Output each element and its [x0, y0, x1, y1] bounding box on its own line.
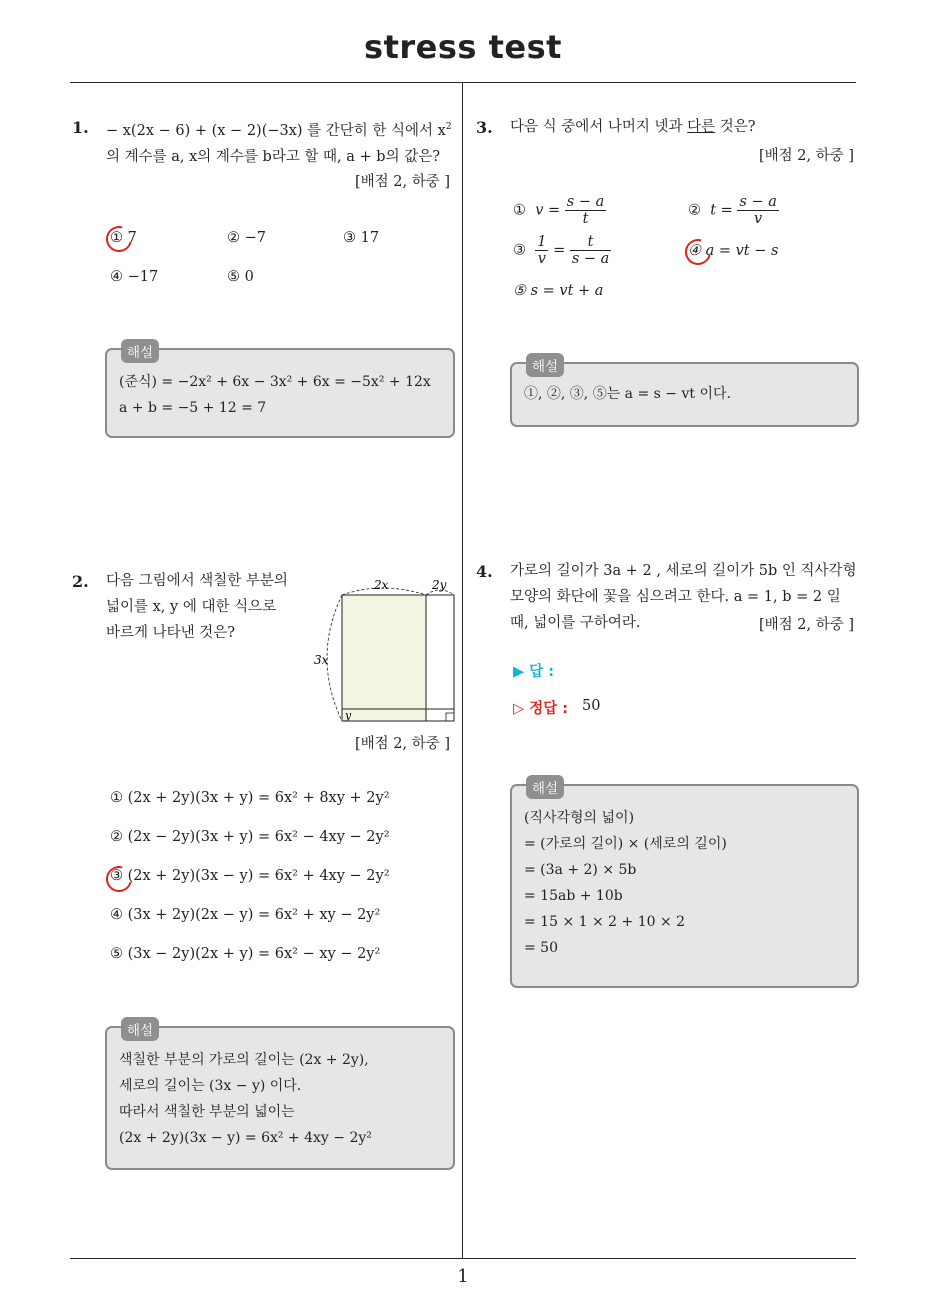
q3-underlined-word: 다른 — [687, 119, 716, 135]
q4-score: [배점 2, 하중 ] — [758, 617, 854, 633]
q2-choice-3[interactable]: ③ (2x + 2y)(3x − y) = 6x² + 4xy − 2y² — [110, 868, 390, 884]
q1-score: [배점 2, 하중 ] — [354, 174, 450, 190]
q4-explanation-tab: 해설 — [526, 775, 564, 799]
q2-choice-1[interactable]: ① (2x + 2y)(3x + y) = 6x² + 8xy + 2y² — [110, 790, 390, 806]
page-title: stress test — [364, 28, 562, 66]
q4-line: 모양의 화단에 꽃을 심으려고 한다. a = 1, b = 2 일 — [510, 589, 841, 605]
q2-explanation-tab: 해설 — [121, 1017, 159, 1041]
q2-line: 다음 그림에서 색칠한 부분의 — [106, 573, 288, 589]
bottom-rule — [70, 1258, 856, 1259]
fig-label-y: y — [345, 709, 352, 722]
fig-label-2y: 2y — [432, 578, 447, 592]
q2-choice-4[interactable]: ④ (3x + 2y)(2x − y) = 6x² + xy − 2y² — [110, 907, 381, 923]
q3-score: [배점 2, 하중 ] — [758, 148, 854, 164]
q2-score: [배점 2, 하중 ] — [354, 736, 450, 752]
q3-choice-3[interactable]: ③ $\frac{1}{v}$ = $\frac{t}{s - a}$ — [513, 234, 610, 267]
q4-explanation-line: = (가로의 길이) × (세로의 길이) — [524, 836, 727, 852]
q3-explanation-tab: 해설 — [526, 353, 564, 377]
q3-choice-2[interactable]: ② t = $\frac{s - a}{v}$ — [688, 194, 777, 227]
shaded-region — [342, 595, 426, 721]
q3-choice-4[interactable]: ④ a = vt − s — [688, 243, 779, 259]
q4-explanation-line: (직사각형의 넓이) — [524, 810, 635, 826]
q2-line: 바르게 나타낸 것은? — [106, 625, 236, 641]
q4-explanation-line: = 15 × 1 × 2 + 10 × 2 — [524, 914, 686, 930]
q4-number: 4. — [476, 562, 493, 581]
q4-line: 가로의 길이가 3a + 2 , 세로의 길이가 5b 인 직사각형 — [510, 563, 857, 579]
q1-choice-3[interactable]: ③ 17 — [343, 230, 380, 246]
q3-number: 3. — [476, 118, 493, 137]
top-rule — [70, 82, 856, 83]
q2-line: 넓이를 x, y 에 대한 식으로 — [106, 599, 277, 615]
q1-choice-4[interactable]: ④ −17 — [110, 269, 159, 285]
q2-explanation-box — [105, 1023, 455, 1170]
q2-choice-2[interactable]: ② (2x − 2y)(3x + y) = 6x² − 4xy − 2y² — [110, 829, 390, 845]
q4-correct-value: 50 — [582, 698, 601, 714]
q2-explanation-line: (2x + 2y)(3x − y) = 6x² + 4xy − 2y² — [119, 1130, 372, 1146]
page-number: 1 — [457, 1266, 469, 1287]
q3-explanation-box — [510, 359, 859, 427]
q2-number: 2. — [72, 572, 89, 591]
q1-choice-5[interactable]: ⑤ 0 — [227, 269, 254, 285]
q2-choice-5[interactable]: ⑤ (3x − 2y)(2x + y) = 6x² − xy − 2y² — [110, 946, 381, 962]
q1-line1: − x(2x − 6) + (x − 2)(−3x) 를 간단히 한 식에서 x — [106, 122, 446, 139]
q3-choice-5[interactable]: ⑤ s = vt + a — [513, 283, 604, 299]
q4-correct-label: ▷ 정답 : — [513, 701, 569, 717]
q1-explanation-line: a + b = −5 + 12 = 7 — [119, 400, 267, 416]
q1-explanation-line: (준식) = −2x² + 6x − 3x² + 6x = −5x² + 12x — [119, 374, 431, 390]
q2-figure — [310, 575, 460, 725]
fig-label-2x: 2x — [374, 578, 389, 592]
q2-explanation-line: 따라서 색칠한 부분의 넓이는 — [119, 1104, 295, 1120]
q1-choice-1[interactable]: ① 7 — [110, 230, 137, 246]
q3-choice-1[interactable]: ① v = $\frac{s - a}{t}$ — [513, 194, 605, 227]
q1-choice-2[interactable]: ② −7 — [227, 230, 266, 246]
q4-explanation-line: = 50 — [524, 940, 558, 956]
q3-explanation-line: ①, ②, ③, ⑤는 a = s − vt 이다. — [524, 386, 731, 402]
q4-line: 때, 넓이를 구하여라. — [510, 615, 641, 631]
q4-explanation-line: = (3a + 2) × 5b — [524, 862, 637, 878]
q1-text: − x(2x − 6) + (x − 2)(−3x) 를 간단히 한 식에서 $x^2$ 의 계수를 a, x의 계수를 b라고 할 때, a + b의 값은? — [106, 114, 456, 170]
q4-answer-label: ▶ 답 : — [513, 664, 555, 680]
q1-explanation-box — [105, 345, 455, 438]
q2-text — [106, 568, 326, 646]
fig-label-3x: 3x — [314, 653, 329, 667]
q1-line2: 의 계수를 a, x의 계수를 b라고 할 때, a + b의 값은? — [106, 148, 440, 165]
q2-explanation-line: 색칠한 부분의 가로의 길이는 (2x + 2y), — [119, 1052, 369, 1068]
q4-explanation-line: = 15ab + 10b — [524, 888, 623, 904]
q1-explanation-tab: 해설 — [121, 339, 159, 363]
column-divider — [462, 83, 463, 1258]
q4-explanation-box — [510, 781, 859, 988]
q3-text: 다음 식 중에서 나머지 넷과 다른 것은? — [510, 119, 756, 135]
q1-number: 1. — [72, 118, 89, 137]
q2-explanation-line: 세로의 길이는 (3x − y) 이다. — [119, 1078, 302, 1094]
